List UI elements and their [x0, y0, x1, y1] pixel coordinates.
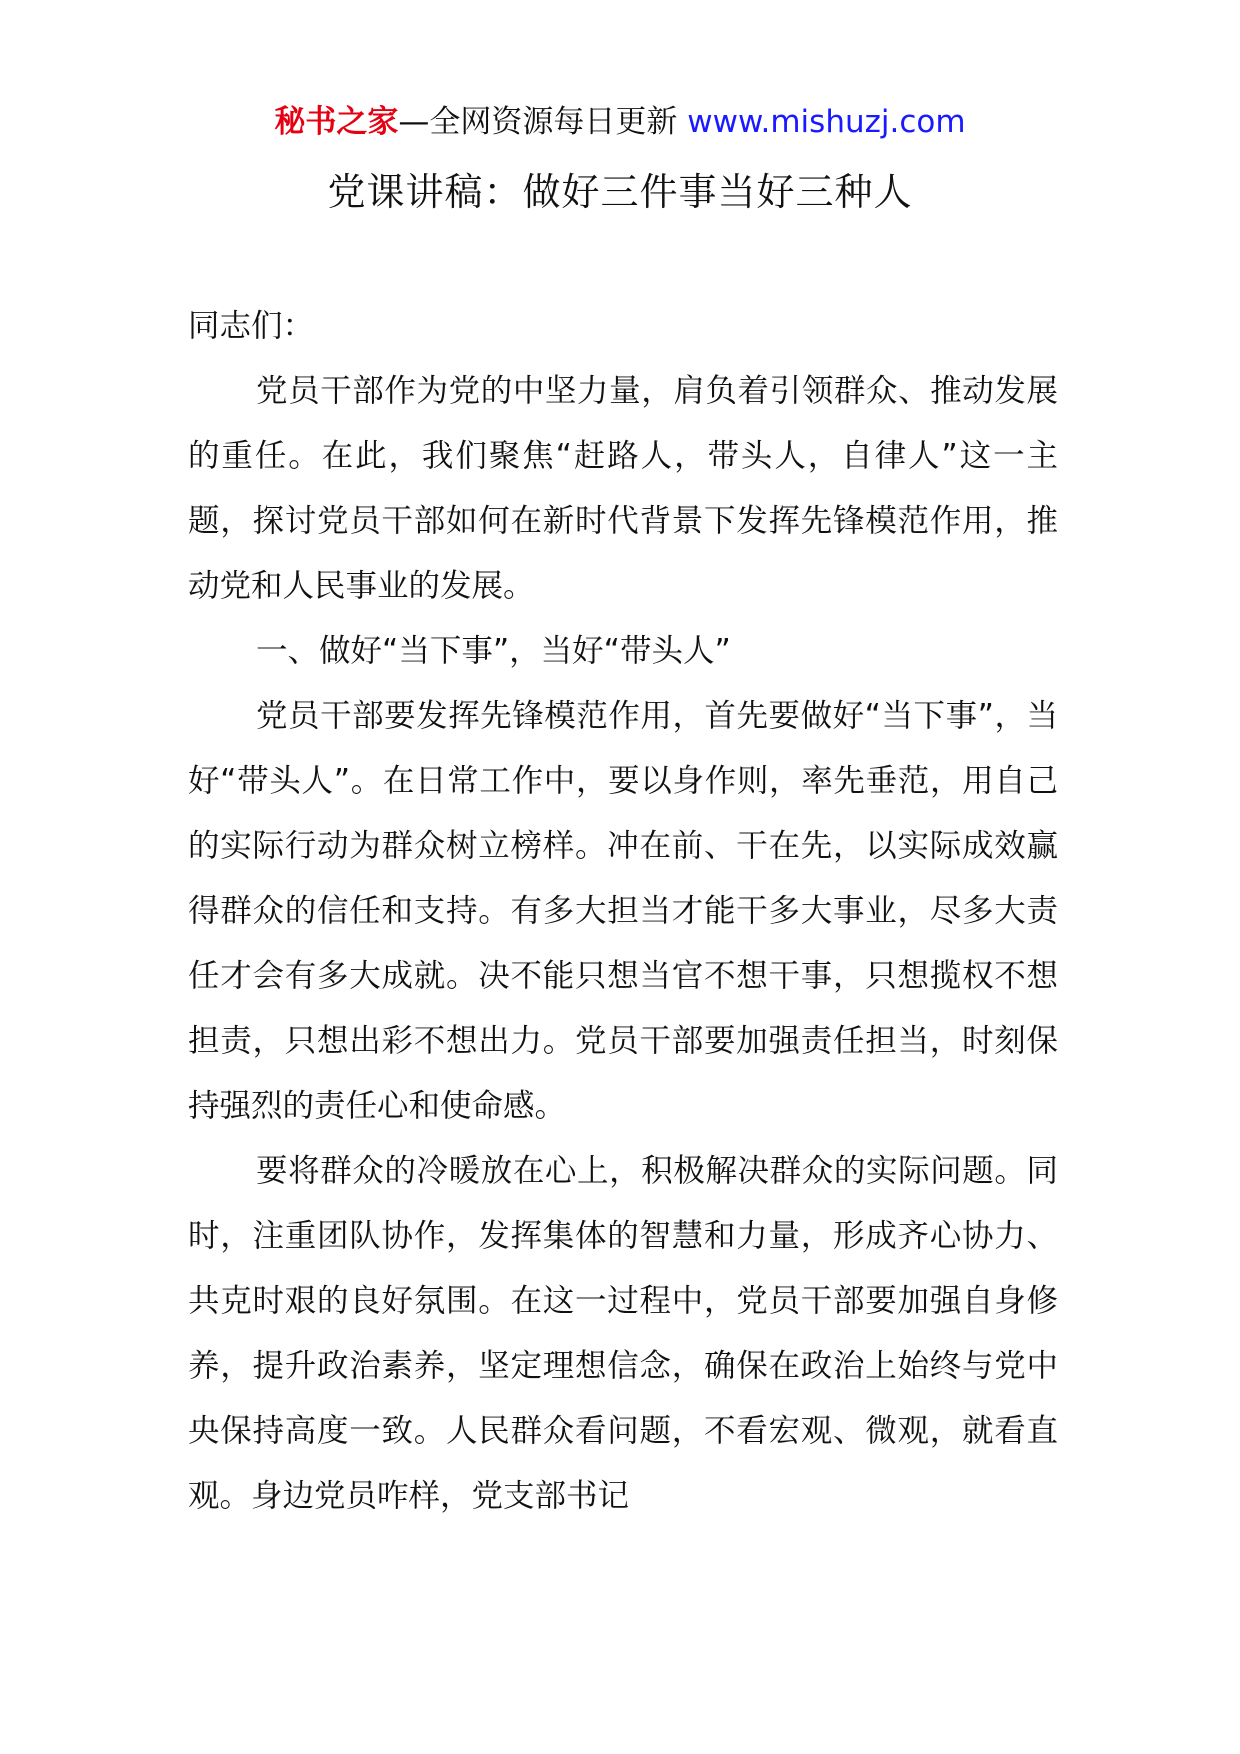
- salutation: 同志们：: [188, 308, 315, 344]
- paragraph-section-1-continued: 要将群众的冷暖放在心上，积极解决群众的实际问题。同时，注重团队协作，发挥集体的智慧和力量，形成齐心协力、共克时艰的良好氛围。在这一过程中，党员干部要加强自身修养，提升政治素养，坚定理想信念，确保在政治上始终与党中央保持高度一致。人民群众看问题，不看宏观、微观，就看直观。身边党员咋样，党支部书记: [188, 1153, 1058, 1514]
- document-title: 党课讲稿：做好三件事当好三种人: [327, 170, 913, 214]
- document-body: [188, 294, 1058, 1529]
- site-brand: 秘书之家: [274, 104, 399, 140]
- site-header: [0, 100, 1240, 144]
- paragraph-intro: 党员干部作为党的中坚力量，肩负着引领群众、推动发展的重任。在此，我们聚焦“赶路人，带头人，自律人”这一主题，探讨党员干部如何在新时代背景下发挥先锋模范作用，推动党和人民事业的发展。: [188, 373, 1058, 604]
- paragraph-section-1: 党员干部要发挥先锋模范作用，首先要做好“当下事”，当好“带头人”。在日常工作中，要以身作则，率先垂范，用自己的实际行动为群众树立榜样。冲在前、干在先，以实际成效赢得群众的信任和支持。有多大担当才能干多大事业，尽多大责任才会有多大成就。决不能只想当官不想干事，只想揽权不想担责，只想出彩不想出力。党员干部要加强责任担当，时刻保持强烈的责任心和使命感。: [188, 698, 1058, 1124]
- site-url-link[interactable]: www.mishuzj.com: [687, 104, 966, 140]
- section-heading-1: 一、做好“当下事”，当好“带头人”: [256, 633, 731, 669]
- site-tagline: —全网资源每日更新: [398, 104, 688, 140]
